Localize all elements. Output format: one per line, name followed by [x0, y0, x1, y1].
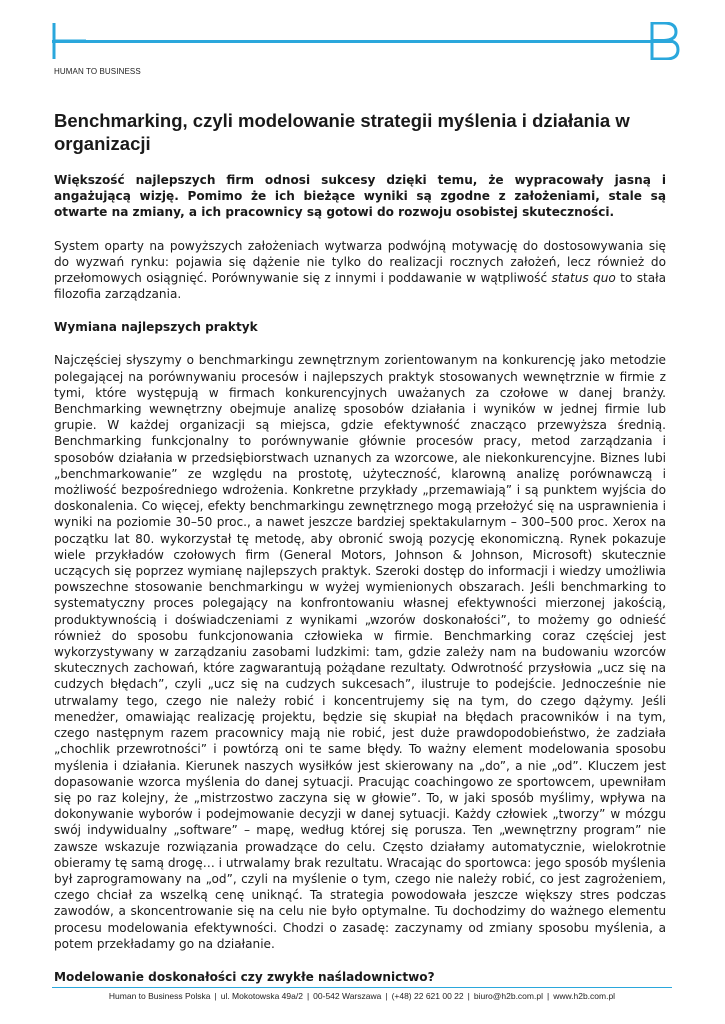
footer-address: ul. Mokotowska 49a/2 [220, 991, 303, 1001]
article-intro [54, 238, 666, 303]
page-footer [52, 991, 672, 1001]
article [54, 109, 666, 1002]
section-heading-best-practices: Wymiana najlepszych praktyk [54, 320, 258, 335]
section-heading-modelling: Modelowanie doskonałości czy zwykłe naśladownictwo? [54, 969, 435, 984]
logo-line [52, 40, 672, 43]
footer-website: www.h2b.com.pl [553, 991, 616, 1001]
footer-separator: | [306, 991, 310, 1001]
footer-phone: (+48) 22 621 00 22 [391, 991, 464, 1001]
section-body-best-practices: Najczęściej słyszymy o benchmarkingu zewnętrznym zorientowanym na konkurencję jako metodzie polegającej na porównywaniu procesów i najlepszych praktyk stosowanych wewnętrznie w firmie z tymi, które występują w firmach konkurencyjnych uważanych za czołowe w danej branży. Benchmarking wewnętrzny obejmuje analizę sposobów działania i wyników w jednej firmie lub grupie. W każdej organizacji są miejsca, gdzie efektywność znacząco przewyższa średnią. Benchmarking funkcjonalny to porównywanie głównie procesów pracy, metod zarządzania i sposobów działania w przedsiębiorstwach uznanych za wzorcowe, ale niekonkurencyjne. Biznes lubi „benchmarkowanie” ze względu na prostotę, użyteczność, klarowną analizę porównawczą i możliwość bezpośredniego wdrożenia. Konkretne przykłady „przemawiają” i są punktem wyjścia do doskonalenia. Co więcej, efekty benchmarkingu zewnętrznego mogą przełożyć się na usprawnienia i wyniki na poziomie 30–50 proc., a nawet jeszcze bardziej spektakularnym – 300–500 proc. Xerox na początku lat 80. wykorzystał tę metodę, aby obronić swoją pozycję ekonomiczną. Rynek pokazuje wiele przykładów czołowych firm (General Motors, Johnson & Johnson, Microsoft) skutecznie uczących się poprzez wymianę najlepszych praktyk. Szeroki dostęp do informacji i wiedzy umożliwia powszechne stosowanie benchmarkingu w wyżej wymienionych obszarach. Jeśli benchmarking to systematyczny proces polegający na konfrontowaniu własnej efektywności mierzonej jakością, produktywnością i doświadczeniami z wynikami „wzorów doskonałości”, to możemy go odnieść również do sposobu funkcjonowania człowieka w firmie. Benchmarking coraz częściej jest wykorzystywany w zarządzaniu zasobami ludzkimi: tam, gdzie zależy nam na budowaniu wzorców skutecznych zachowań, które zagwarantują pożądane rezultaty. Odwrotność przysłowia „ucz się na cudzych błędach”, czyli „ucz się na cudzych sukcesach”, ilustruje to podejście. Jednocześnie nie utrwalamy tego, czego nie należy robić i koncentrujemy się na tym, do czego dążymy. Jeśli menedżer, omawiając realizację projektu, będzie się skupiał na błędach pracowników i na tym, czego następnym razem pracownicy mają nie robić, jest duże prawdopodobieństwo, że zadziała „chochlik przewrotności” i powtórzą oni te same błędy. To ważny element modelowania sposobu myślenia i działania. Kierunek naszych wysiłków jest skierowany na „do”, a nie „od”. Kluczem jest dopasowanie wzorca myślenia do danej sytuacji. Pracując coachingowo ze sportowcem, upewniłam się po raz kolejny, że „mistrzostwo zaczyna się w głowie”. To, w jaki sposób myślimy, wpływa na dokonywanie wyborów i podejmowanie decyzji w danej sytuacji. Każdy człowiek „tworzy” w mózgu swój indywidualny „software” – mapę, według której się porusza. Ten „wewnętrzny program” nie zawsze wskazuje rozwiązania prowadzące do celu. Często działamy automatycznie, wielokrotnie obieramy tę samą drogę… i utrwalamy brak rezultatu. Wracając do sportowca: jego sposób myślenia był zaprogramowany na „od”, czyli na myślenie o tym, czego nie należy robić, co jest zagrożeniem, czego chciał za wszelką cenę uniknąć. Ta strategia powodowała jeszcze większy stres podczas zawodów, a skoncentrowanie się na celu nie było optymalne. Tu dochodzimy do ważnego elementu procesu modelowania efektywności. Chodzi o zasadę: zaczynamy od zmiany sposobu myślenia, a potem przekładamy go na działanie. [54, 353, 666, 951]
footer-separator: | [385, 991, 388, 1001]
intro-text-before: System oparty na powyższych założeniach wytwarza podwójną motywację do dostosowywania się do wyzwań rynku: pojawia się dążenie nie tylko do realizacji rocznych założeń, lecz również do przełomowych osiągnięć. Porównywanie się z innymi i poddawanie w wątpliwość [54, 238, 666, 286]
logo-b-icon [650, 22, 680, 60]
footer-separator: | [546, 991, 550, 1001]
intro-text-after: to stała filozofia zarządzania. [54, 271, 666, 302]
intro-emphasis: status quo [551, 271, 616, 286]
footer-company: Human to Business Polska [108, 991, 211, 1001]
footer-email: biuro@h2b.com.pl [473, 991, 543, 1001]
brand-name: HUMAN TO BUSINESS [54, 67, 141, 76]
article-lead: Większość najlepszych firm odnosi sukcesy dzięki temu, że wypracowały jasną i angażującą wizję. Pomimo że ich bieżące wyniki są zgodne z założeniami, stale są otwarte na zmiany, a ich pracownicy są gotowi do rozwoju osobistej skuteczności. [54, 173, 666, 220]
footer-divider [52, 987, 672, 988]
footer-city: 00-542 Warszawa [313, 991, 382, 1001]
article-title: Benchmarking, czyli modelowanie strategii myślenia i działania w organizacji [54, 110, 630, 154]
page-header [0, 0, 725, 80]
footer-separator: | [467, 991, 470, 1001]
footer-separator: | [214, 991, 217, 1001]
